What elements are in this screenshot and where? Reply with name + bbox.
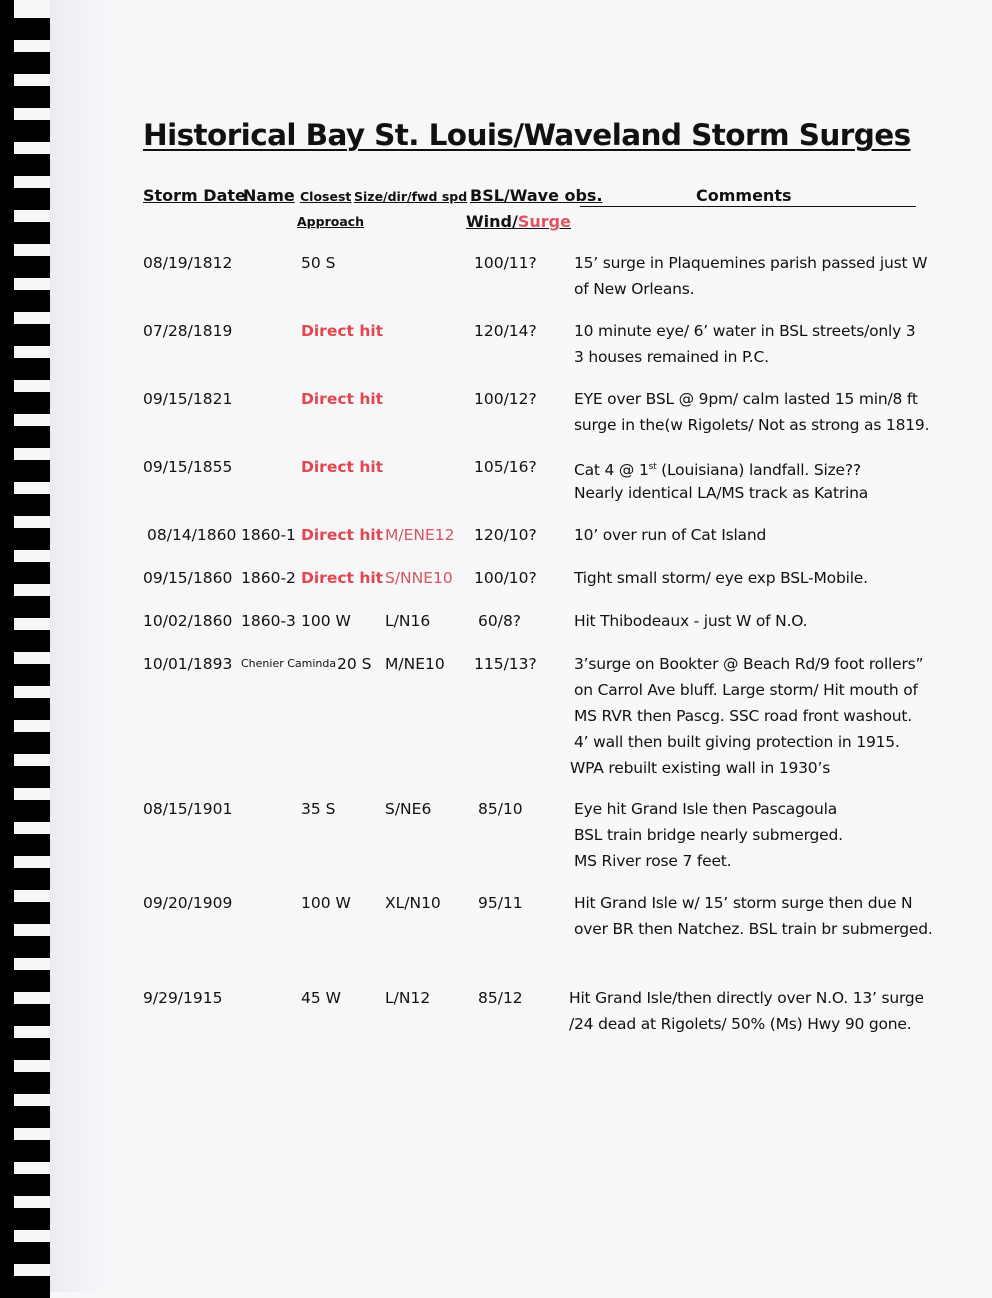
binding-ring	[0, 426, 50, 448]
bsl-wave-cell: 120/10?	[474, 526, 537, 544]
binding-ring	[0, 86, 50, 108]
closest-approach-cell: 20 S	[337, 655, 372, 673]
binding-ring	[0, 1242, 50, 1264]
header-name: Name	[243, 186, 295, 205]
header-wind-surge	[466, 212, 571, 231]
closest-approach-cell: Direct hit	[301, 322, 384, 340]
storm-date-cell: 10/01/1893	[143, 655, 233, 673]
binding-ring	[0, 392, 50, 414]
binding-ring	[0, 494, 50, 516]
comment-line: MS River rose 7 feet.	[574, 852, 732, 870]
binding-ring	[0, 1208, 50, 1230]
storm-date-cell: 07/28/1819	[143, 322, 233, 340]
binding-ring	[0, 154, 50, 176]
storm-date-cell: 09/15/1821	[143, 390, 233, 408]
header-closest: Closest	[300, 189, 352, 204]
binding-ring	[0, 1276, 50, 1298]
comment-line: of New Orleans.	[574, 280, 695, 298]
binding-ring	[0, 868, 50, 890]
header-comments: Comments	[696, 186, 792, 205]
closest-approach-cell: 50 S	[301, 254, 336, 272]
binding-ring	[0, 324, 50, 346]
bsl-wave-cell: 120/14?	[474, 322, 537, 340]
storm-date-cell: 09/15/1855	[143, 458, 233, 476]
binding-ring	[0, 120, 50, 142]
storm-date-cell: 08/14/1860	[147, 526, 237, 544]
comment-line: MS RVR then Pascg. SSC road front washout.	[574, 707, 912, 725]
size-dir-speed-cell: L/N16	[385, 612, 431, 630]
bsl-wave-cell: 105/16?	[474, 458, 537, 476]
binding-ring	[0, 290, 50, 312]
bsl-wave-cell: 85/10	[478, 800, 523, 818]
comment-line: 10 minute eye/ 6’ water in BSL streets/only 3	[574, 322, 916, 340]
binding-ring	[0, 1038, 50, 1060]
comment-line: EYE over BSL @ 9pm/ calm lasted 15 min/8 ft	[574, 390, 918, 408]
binding-ring	[0, 256, 50, 278]
storm-date-cell: 9/29/1915	[143, 989, 223, 1007]
storm-name-cell: 1860-3	[241, 612, 296, 630]
bsl-wave-cell: 85/12	[478, 989, 523, 1007]
binding-ring	[0, 18, 50, 40]
bsl-wave-cell: 100/11?	[474, 254, 537, 272]
binding-ring	[0, 528, 50, 550]
binding-ring	[0, 902, 50, 924]
comments-header-rule	[580, 206, 916, 207]
binding-ring	[0, 222, 50, 244]
storm-date-cell: 09/20/1909	[143, 894, 233, 912]
binding-ring	[0, 1140, 50, 1162]
binding-ring	[0, 52, 50, 74]
binding-ring	[0, 664, 50, 686]
closest-approach-cell: Direct hit	[301, 390, 384, 408]
closest-approach-cell: 45 W	[301, 989, 341, 1007]
comment-line: Nearly identical LA/MS track as Katrina	[574, 484, 869, 502]
comment-line: 3 houses remained in P.C.	[574, 348, 769, 366]
binding-ring	[0, 1004, 50, 1026]
binding-ring	[0, 834, 50, 856]
comment-line: over BR then Natchez. BSL train br submerged.	[574, 920, 933, 938]
comment-line: Cat 4 @ 1st (Louisiana) landfall. Size??	[574, 461, 861, 480]
comment-line: 10’ over run of Cat Island	[574, 526, 767, 544]
header-wind: Wind/	[466, 212, 518, 231]
storm-name-cell: 1860-1	[241, 526, 296, 544]
size-dir-speed-cell: S/NNE10	[385, 569, 453, 587]
binding-ring	[0, 562, 50, 584]
size-dir-speed-cell: XL/N10	[385, 894, 441, 912]
bsl-wave-cell: 95/11	[478, 894, 523, 912]
comment-line: 4’ wall then built giving protection in 1915.	[574, 733, 900, 751]
binding-ring	[0, 936, 50, 958]
binding-ring	[0, 800, 50, 822]
size-dir-speed-cell: L/N12	[385, 989, 431, 1007]
storm-date-cell: 08/15/1901	[143, 800, 233, 818]
binding-ring	[0, 1174, 50, 1196]
bsl-wave-cell: 60/8?	[478, 612, 522, 630]
bsl-wave-cell: 100/12?	[474, 390, 537, 408]
size-dir-speed-cell: M/ENE12	[385, 526, 455, 544]
comment-line: Hit Thibodeaux - just W of N.O.	[574, 612, 808, 630]
binding-ring	[0, 596, 50, 618]
page-title: Historical Bay St. Louis/Waveland Storm Surges	[143, 118, 911, 152]
header-size: Size/dir/fwd spd	[354, 189, 468, 204]
bsl-wave-cell: 115/13?	[474, 655, 537, 673]
comment-line: surge in the(w Rigolets/ Not as strong as 1819.	[574, 416, 930, 434]
header-bsl-wave: BSL/Wave obs.	[470, 186, 603, 205]
binding-ring	[0, 188, 50, 210]
comment-line: Eye hit Grand Isle then Pascagoula	[574, 800, 838, 818]
comment-line: /24 dead at Rigolets/ 50% (Ms) Hwy 90 gone.	[569, 1015, 912, 1033]
storm-date-cell: 09/15/1860	[143, 569, 233, 587]
comment-line: WPA rebuilt existing wall in 1930’s	[570, 759, 831, 777]
storm-name-cell: 1860-2	[241, 569, 296, 587]
comment-line: Hit Grand Isle/then directly over N.O. 13’ surge	[569, 989, 924, 1007]
storm-date-cell: 10/02/1860	[143, 612, 233, 630]
size-dir-speed-cell: M/NE10	[385, 655, 445, 673]
closest-approach-cell: 100 W	[301, 894, 351, 912]
binding-ring	[0, 1106, 50, 1128]
closest-approach-cell: Direct hit	[301, 569, 384, 587]
binding-ring	[0, 1072, 50, 1094]
binding-ring	[0, 358, 50, 380]
closest-approach-cell: Direct hit	[301, 526, 384, 544]
binding-ring	[0, 460, 50, 482]
binding-ring	[0, 698, 50, 720]
comment-line: 15’ surge in Plaquemines parish passed just W	[574, 254, 928, 272]
storm-name-cell: Chenier Caminda	[241, 657, 337, 670]
bsl-wave-cell: 100/10?	[474, 569, 537, 587]
comment-line: Tight small storm/ eye exp BSL-Mobile.	[574, 569, 868, 587]
binding-ring	[0, 766, 50, 788]
binding-ring	[0, 630, 50, 652]
size-dir-speed-cell: S/NE6	[385, 800, 432, 818]
header-storm-date: Storm Date	[143, 186, 246, 205]
comment-line: on Carrol Ave bluff. Large storm/ Hit mouth of	[574, 681, 918, 699]
comment-line: 3’surge on Bookter @ Beach Rd/9 foot rollers”	[574, 655, 924, 673]
binding-ring	[0, 970, 50, 992]
header-surge: Surge	[517, 212, 571, 231]
storm-date-cell: 08/19/1812	[143, 254, 233, 272]
closest-approach-cell: 35 S	[301, 800, 336, 818]
binding-ring	[0, 732, 50, 754]
spiral-binding	[0, 0, 50, 1292]
comment-line: Hit Grand Isle w/ 15’ storm surge then due N	[574, 894, 913, 912]
closest-approach-cell: 100 W	[301, 612, 351, 630]
closest-approach-cell: Direct hit	[301, 458, 384, 476]
header-approach: Approach	[297, 214, 365, 229]
comment-line: BSL train bridge nearly submerged.	[574, 826, 843, 844]
